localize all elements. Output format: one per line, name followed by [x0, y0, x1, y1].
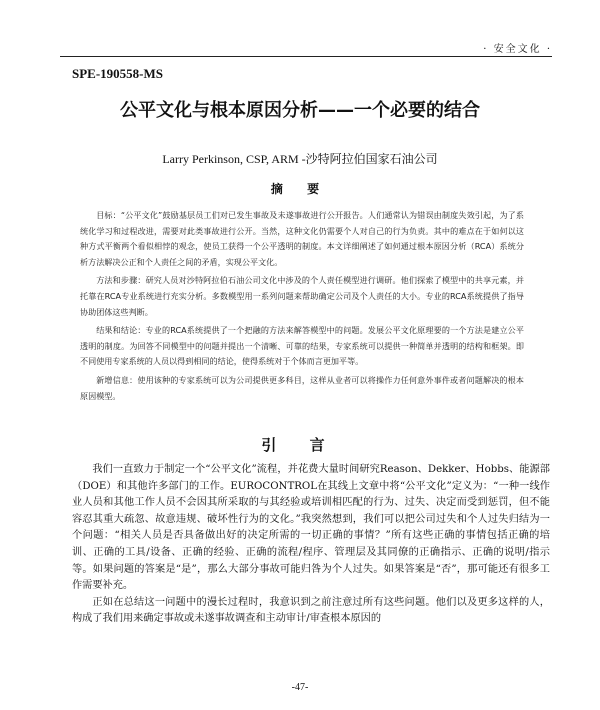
intro-paragraph: 我们一直致力于制定一个“公平文化”流程，并花费大量时间研究Reason、Dekker、Hobbs、能源部（DOE）和其他许多部门的工作。EUROCONTROL在其线上文章中将“公平文化”定义为：“一种一线作业人员和其他工作人员不会因其所采取的与其经验或培训相匹配的行为、过失、决定而受到惩罚，但不能容忍其重大疏忽、故意违规、破坏性行为的文化。”我突然想到，我们可以把公司过失和个人过失归结为一个问题：“相关人员是否具备做出好的决定所需的一切正确的事情？”所有这些正确的事情包括正确的培训、正确的工具/设备、正确的经验、正确的流程/程序、管理层及其同僚的正确指示、正确的说明/指示等。如果问题的答案是“是”，那么大部分事故可能归咎为个人过失。如果答案是“否”，那可能还有很多工作需要补充。 — [72, 464, 550, 592]
abstract-methods: 方法和步骤：研究人员对沙特阿拉伯石油公司文化中涉及的个人责任模型进行调研。他们探索了模型中的共享元素，并托靠在RCA专业系统进行充实分析。多数模型用一系列问题来帮助确定公司及个人责任的大小。专业的RCA系统提供了指导协助团体这些判断。 — [80, 275, 524, 317]
intro-paragraph: 正如在总结这一问题中的漫长过程时，我意识到之前注意过所有这些问题。他们以及更多这样的人，构成了我们用来确定事故或未遂事故调查和主动审计/审查根本原因的 — [72, 596, 550, 625]
paper-code: SPE-190558-MS — [72, 66, 163, 81]
introduction-heading: 引 言 — [261, 436, 339, 454]
introduction-body — [72, 462, 550, 628]
page-number: -47- — [291, 682, 309, 693]
abstract-results: 结果和结论：专业的RCA系统提供了一个把融的方法来解答模型中的问题。发展公平文化原理要的一个方法是建立公平透明的制度。为回答不同模型中的问题并提出一个清晰、可靠的结果，专家系统可以提供一种简单并透明的结构和框架。即不同使用专家系统的人员以得到相同的结论，使得系统对于个体而言更加平等。 — [80, 325, 524, 367]
abstract-body — [80, 208, 524, 407]
paper-title: 公平文化与根本原因分析——一个必要的结合 — [120, 100, 480, 121]
section-header: · 安全文化 · — [483, 44, 552, 55]
abstract-objective: 目标：“公平文化”鼓励基层员工们对已发生事故及未遂事故进行公开报告。人们通常认为错误由制度失效引起，为了系统化学习和过程改进，需要对此类事故进行公开。当然，这种文化仍需要个人对自己的行为负责。其中的难点在于如何以这种方式平衡两个看似相悖的观念，使员工获得一个公平透明的制度。本文详细阐述了如何通过根本原因分析（RCA）系统分析方法解决公正和个人责任之间的矛盾，实现公平文化。 — [80, 210, 524, 267]
abstract-novel-info: 新增信息：使用该种的专家系统可以为公司提供更多科目，这样从业者可以将操作力任何意外事件或者问题解决的根本原因模型。 — [80, 374, 524, 401]
author-line: Larry Perkinson, CSP, ARM -沙特阿拉伯国家石油公司 — [162, 152, 438, 166]
header-divider — [60, 56, 552, 57]
abstract-heading: 摘 要 — [270, 182, 330, 196]
